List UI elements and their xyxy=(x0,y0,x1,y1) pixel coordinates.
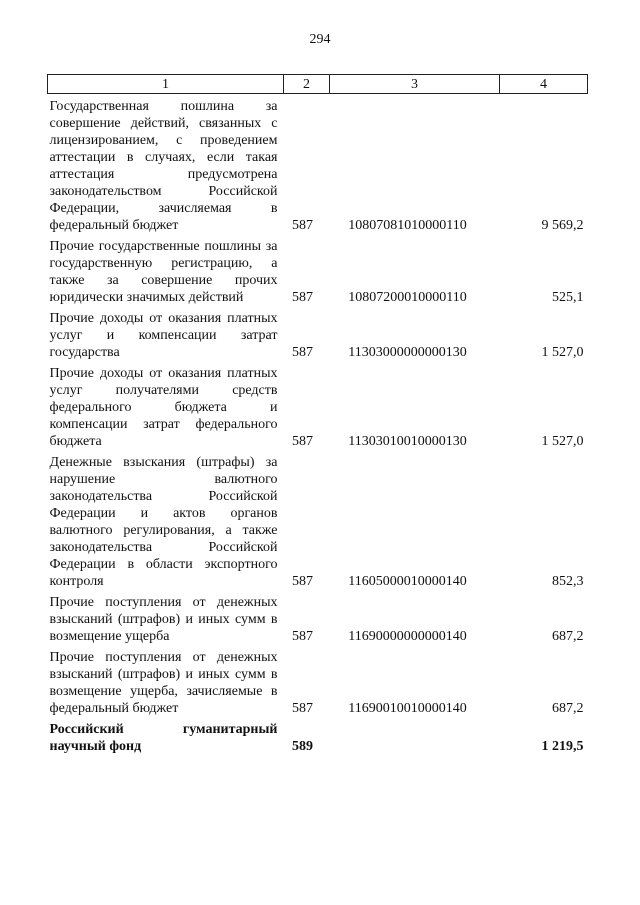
admin-code-cell: 589 xyxy=(292,739,313,754)
revenue-name-cell: Прочие поступления от денежных взысканий (штрафов) и иных сумм в возмещение ущерба, зачисляемые в федеральный бюджет xyxy=(49,650,278,716)
admin-code-cell: 587 xyxy=(292,701,313,716)
admin-code-cell: 587 xyxy=(292,434,313,449)
revenue-name-cell: Прочие доходы от оказания платных услуг и компенсации затрат государства xyxy=(49,311,278,360)
amount-cell: 1 527,0 xyxy=(541,434,584,449)
amount-cell: 852,3 xyxy=(552,574,584,589)
table-body xyxy=(48,94,588,756)
amount-cell: 9 569,2 xyxy=(541,218,584,233)
table-row xyxy=(48,590,588,645)
revenue-name-cell: Прочие поступления от денежных взысканий (штрафов) и иных сумм в возмещение ущерба xyxy=(49,595,278,644)
revenue-name-cell: Прочие доходы от оказания платных услуг получателями средств федерального бюджета и компенсации затрат федерального бюджета xyxy=(49,366,278,449)
column-header-4: 4 xyxy=(500,75,588,94)
budget-classification-code-cell xyxy=(330,717,500,755)
table-row xyxy=(48,361,588,450)
budget-classification-code-cell: 11303010010000130 xyxy=(348,434,467,449)
table-row xyxy=(48,645,588,717)
budget-classification-code-cell: 11690010010000140 xyxy=(348,701,467,716)
budget-table xyxy=(47,74,588,755)
table-header xyxy=(48,75,588,94)
table-row xyxy=(48,234,588,306)
admin-code-cell: 587 xyxy=(292,629,313,644)
amount-cell: 1 527,0 xyxy=(541,345,584,360)
revenue-name-cell: Прочие государственные пошлины за государственную регистрацию, а также за совершение прочих юридически значимых действий xyxy=(49,239,278,305)
table-row xyxy=(48,450,588,590)
budget-classification-code-cell: 10807200010000110 xyxy=(348,290,467,305)
table-row xyxy=(48,94,588,235)
amount-cell: 1 219,5 xyxy=(541,739,584,754)
column-header-3: 3 xyxy=(330,75,500,94)
column-header-1: 1 xyxy=(48,75,284,94)
budget-classification-code-cell: 11605000010000140 xyxy=(348,574,467,589)
page-number: 294 xyxy=(309,32,331,47)
header-row xyxy=(48,75,588,94)
admin-code-cell: 587 xyxy=(292,345,313,360)
amount-cell: 687,2 xyxy=(552,701,584,716)
admin-code-cell: 587 xyxy=(292,574,313,589)
table-row xyxy=(48,306,588,361)
revenue-name-cell: Денежные взыскания (штрафы) за нарушение валютного законодательства Российской Федерации и актов органов валютного регулирования, а также законодательства Российской Федерации в области экспортного контроля xyxy=(49,455,278,589)
admin-code-cell: 587 xyxy=(292,218,313,233)
budget-classification-code-cell: 11303000000000130 xyxy=(348,345,467,360)
revenue-name-cell: Государственная пошлина за совершение действий, связанных с лицензированием, с проведением аттестации в случаях, если такая аттестация предусмотрена законодательством Российской Федерации, зачисляемая в федеральный бюджет xyxy=(49,99,278,233)
table-row xyxy=(48,717,588,755)
amount-cell: 687,2 xyxy=(552,629,584,644)
column-header-2: 2 xyxy=(284,75,330,94)
budget-classification-code-cell: 10807081010000110 xyxy=(348,218,467,233)
amount-cell: 525,1 xyxy=(552,290,584,305)
revenue-name-cell: Российский гуманитарный научный фонд xyxy=(49,722,278,754)
admin-code-cell: 587 xyxy=(292,290,313,305)
budget-classification-code-cell: 11690000000000140 xyxy=(348,629,467,644)
